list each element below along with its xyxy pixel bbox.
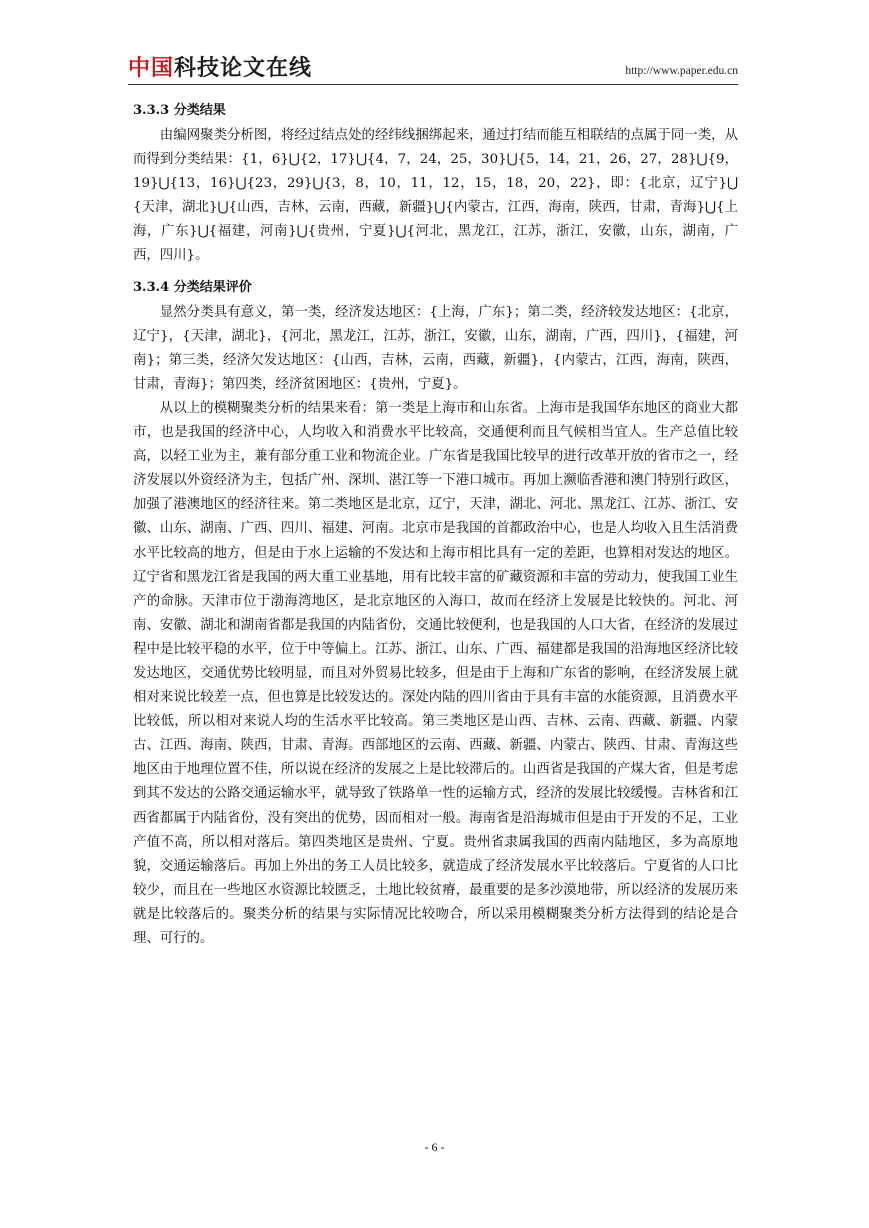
- logo-text-china: 中国: [128, 56, 175, 81]
- paragraph-evaluation-summary: 显然分类具有意义，第一类，经济发达地区：{上海，广东}；第二类，经济较发达地区：{北京，辽宁}，{天津，湖北}，{河北，黑龙江，江苏，浙江，安徽，山东，湖南，广西，四川}，{福建，河南}；第三类，经济欠发达地区：{山西，吉林，云南，西藏，新疆}，{内蒙古，江西，海南，陕西，甘肃，青海}；第四类，经济贫困地区：{贵州，宁夏}。: [133, 304, 738, 392]
- logo-text-site: 科技论文在线: [174, 56, 313, 81]
- paragraph-evaluation-analysis: 从以上的模糊聚类分析的结果来看：第一类是上海市和山东省。上海市是我国华东地区的商业大都市，也是我国的经济中心，人均收入和消费水平比较高，交通便利而且气候相当宜人。生产总值比较高，以轻工业为主，兼有部分重工业和物流企业。广东省是我国比较早的进行改革开放的省市之一，经济发展以外资经济为主，包括广州、深圳、湛江等一下港口城市。再加上濒临香港和澳门特别行政区，加强了港澳地区的经济往来。第二类地区是北京，辽宁，天津，湖北、河北、黑龙江、江苏、浙江、安徽、山东、湖南、广西、四川、福建、河南。北京市是我国的首都政治中心，也是人均收入且生活消费水平比较高的地方，但是由于水上运输的不发达和上海市相比具有一定的差距，也算相对发达的地区。辽宁省和黑龙江省是我国的两大重工业基地，用有比较丰富的矿藏资源和丰富的劳动力，使我国工业生产的命脉。天津市位于渤海湾地区，是北京地区的入海口，故而在经济上发展是比较快的。河北、河南、安徽、湖北和湖南省都是我国的内陆省份，交通比较便利，也是我国的人口大省，在经济的发展过程中是比较平稳的水平，位于中等偏上。江苏、浙江、山东、广西、福建都是我国的沿海地区经济比较发达地区，交通优势比较明显，而且对外贸易比较多，但是由于上海和广东省的影响，在经济发展上就相对来说比较差一点，但也算是比较发达的。深处内陆的四川省由于具有丰富的水能资源，且消费水平比较低，所以相对来说人均的生活水平比较高。第三类地区是山西、吉林、云南、西藏、新疆、内蒙古、江西、海南、陕西，甘肃、青海。西部地区的云南、西藏、新疆、内蒙古、陕西、甘肃、青海这些地区由于地理位置不佳，所以说在经济的发展之上是比较滞后的。山西省是我国的产煤大省，但是考虑到其不发达的公路交通运输水平，就导致了铁路单一性的运输方式，经济的发展比较缓慢。吉林省和江西省都属于内陆省份，没有突出的优势，因而相对一般。海南省是沿海城市但是由于开发的不足，工业产值不高，所以相对落后。第四类地区是贵州、宁夏。贵州省隶属我国的西南内陆地区，多为高原地貌，交通运输落后。再加上外出的务工人员比较多，就造成了经济发展水平比较落后。宁夏省的人口比较少，而且在一些地区水资源比较匮乏，土地比较贫瘠，最重要的是多沙漠地带，所以经济的发展历来就是比较落后的。聚类分析的结果与实际情况比较吻合，所以采用模糊聚类分析方法得到的结论是合理、可行的。: [133, 400, 738, 946]
- paragraph-classification-result: 由编网聚类分析图，将经过结点处的经纬线捆绑起来，通过打结而能互相联结的点属于同一类，从而得到分类结果：{1，6}⋃{2，17}⋃{4，7，24，25，30}⋃{5，14，21，26，27，28}⋃{9，19}⋃{13，16}⋃{23，29}⋃{3，8，10，11，12，15，18，20，22}，即：{北京，辽宁}⋃{天津，湖北}⋃{山西，吉林，云南，西藏，新疆}⋃{内蒙古，江西，海南，陕西，甘肃，青海}⋃{上海，广东}⋃{福建，河南}⋃{贵州，宁夏}⋃{河北，黑龙江，江苏，浙江，安徽，山东，湖南，广西，四川}。: [133, 128, 738, 264]
- section-heading-classification-result: 3.3.3 分类结果: [133, 103, 226, 118]
- site-logo: [128, 56, 312, 82]
- section-heading-result-evaluation: 3.3.4 分类结果评价: [133, 279, 252, 295]
- page-body: [133, 98, 738, 951]
- header-divider: [128, 84, 738, 85]
- page-header: [128, 54, 738, 86]
- header-url: http://www.paper.edu.cn: [625, 65, 738, 77]
- page-number: - 6 -: [424, 1140, 445, 1154]
